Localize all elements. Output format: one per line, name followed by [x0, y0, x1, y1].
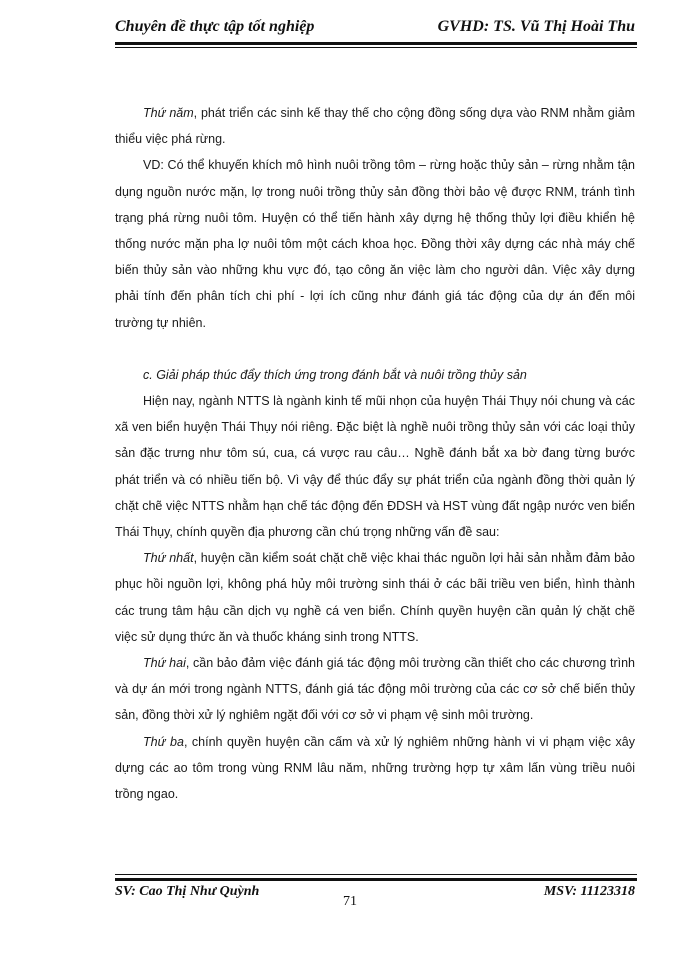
paragraph-text: , chính quyền huyện cần cấm và xử lý nghiêm những hành vi vi phạm việc xây dựng các ao tôm trong vùng RNM lâu năm, những trường hợp tự xâm lấn vùng triều nuôi trồng ngao. [115, 734, 635, 802]
page-body [115, 100, 635, 807]
paragraph-lead: Thứ hai [143, 656, 186, 671]
paragraph-text: , cần bảo đảm việc đánh giá tác động môi trường cần thiết cho các chương trình và dự án mới trong ngành NTTS, đánh giá tác động môi trường của các cơ sở chế biến thủy sản, đồng thời xử lý nghiêm ngặt đối với cơ sở vi phạm vệ sinh môi trường. [115, 656, 635, 723]
paragraph-thu-nam [115, 100, 635, 152]
paragraph-lead: Thứ nhất [143, 551, 194, 566]
paragraph-lead: Thứ năm [143, 106, 194, 120]
paragraph-thu-hai [115, 650, 635, 729]
paragraph-thu-nhat [115, 545, 635, 650]
footer-student: SV: Cao Thị Như Quỳnh [115, 884, 260, 899]
header-rule-thick [115, 42, 637, 45]
footer-student-id: MSV: 11123318 [543, 884, 635, 899]
paragraph-text: , huyện cần kiểm soát chặt chẽ việc khai thác nguồn lợi hải sản nhằm đảm bảo phục hồi nguồn lợi, không phá hủy môi trường sinh thái ở các bãi triều ven biển, hình thành các trung tâm hậu cần dịch vụ nghề cá ven biển. Chính quyền huyện cần quản lý chặt chẽ việc sử dụng thức ăn và thuốc kháng sinh trong NTTS. [115, 551, 636, 644]
paragraph-text: , phát triển các sinh kế thay thế cho cộng đồng sống dựa vào RNM nhằm giảm thiểu việc phá rừng. [115, 106, 635, 147]
paragraph-intro: Hiện nay, ngành NTTS là ngành kinh tế mũi nhọn của huyện Thái Thụy nói chung và các xã ven biển huyện Thái Thụy nói riêng. Đặc biệt là nghề nuôi trồng thủy sản với các loại thủy sản đặc trưng như tôm sú, cua, cá vược rau câu… Nghề đánh bắt xa bờ đang từng bước phát triển và có nhiều tiến bộ. Vì vậy để thúc đẩy sự phát triển của ngành đồng thời quản lý chặt chẽ việc NTTS nhằm hạn chế tác động đến ĐDSH và HST vùng đất ngập nước ven biển Thái Thụy, chính quyền địa phương cần chú trọng những vấn đề sau: [115, 394, 635, 540]
footer-rule-thick [115, 878, 637, 881]
paragraph-thu-ba [115, 729, 635, 808]
section-heading: c. Giải pháp thúc đẩy thích ứng trong đánh bắt và nuôi trồng thủy sản [143, 367, 527, 382]
header-title: Chuyên đề thực tập tốt nghiệp [115, 18, 315, 35]
page-number: 71 [343, 894, 357, 909]
footer-rule-thin [115, 874, 637, 875]
page-header [115, 18, 635, 40]
paragraph-example: VD: Có thể khuyến khích mô hình nuôi trồng tôm – rừng hoặc thủy sản – rừng nhằm tận dụng nguồn nước mặn, lợ trong nuôi trồng thủy sản đồng thời bảo vệ được RNM, tránh tình trạng phá rừng nuôi tôm. Huyện có thể tiến hành xây dựng hệ thống thủy lợi điều khiển hệ thống nước mặn pha lợ nuôi tôm một cách khoa học. Đồng thời xây dựng các nhà máy chế biến thủy sản vào những khu vực đó, tạo công ăn việc làm cho người dân. Việc xây dựng phải tính đến phân tích chi phí - lợi ích cũng như đánh giá tác động của dự án đến môi trường tự nhiên. [115, 158, 635, 330]
header-advisor: GVHD: TS. Vũ Thị Hoài Thu [437, 18, 635, 35]
page-footer [115, 884, 635, 906]
paragraph-lead: Thứ ba [143, 734, 184, 749]
header-rule-thin [115, 47, 637, 48]
